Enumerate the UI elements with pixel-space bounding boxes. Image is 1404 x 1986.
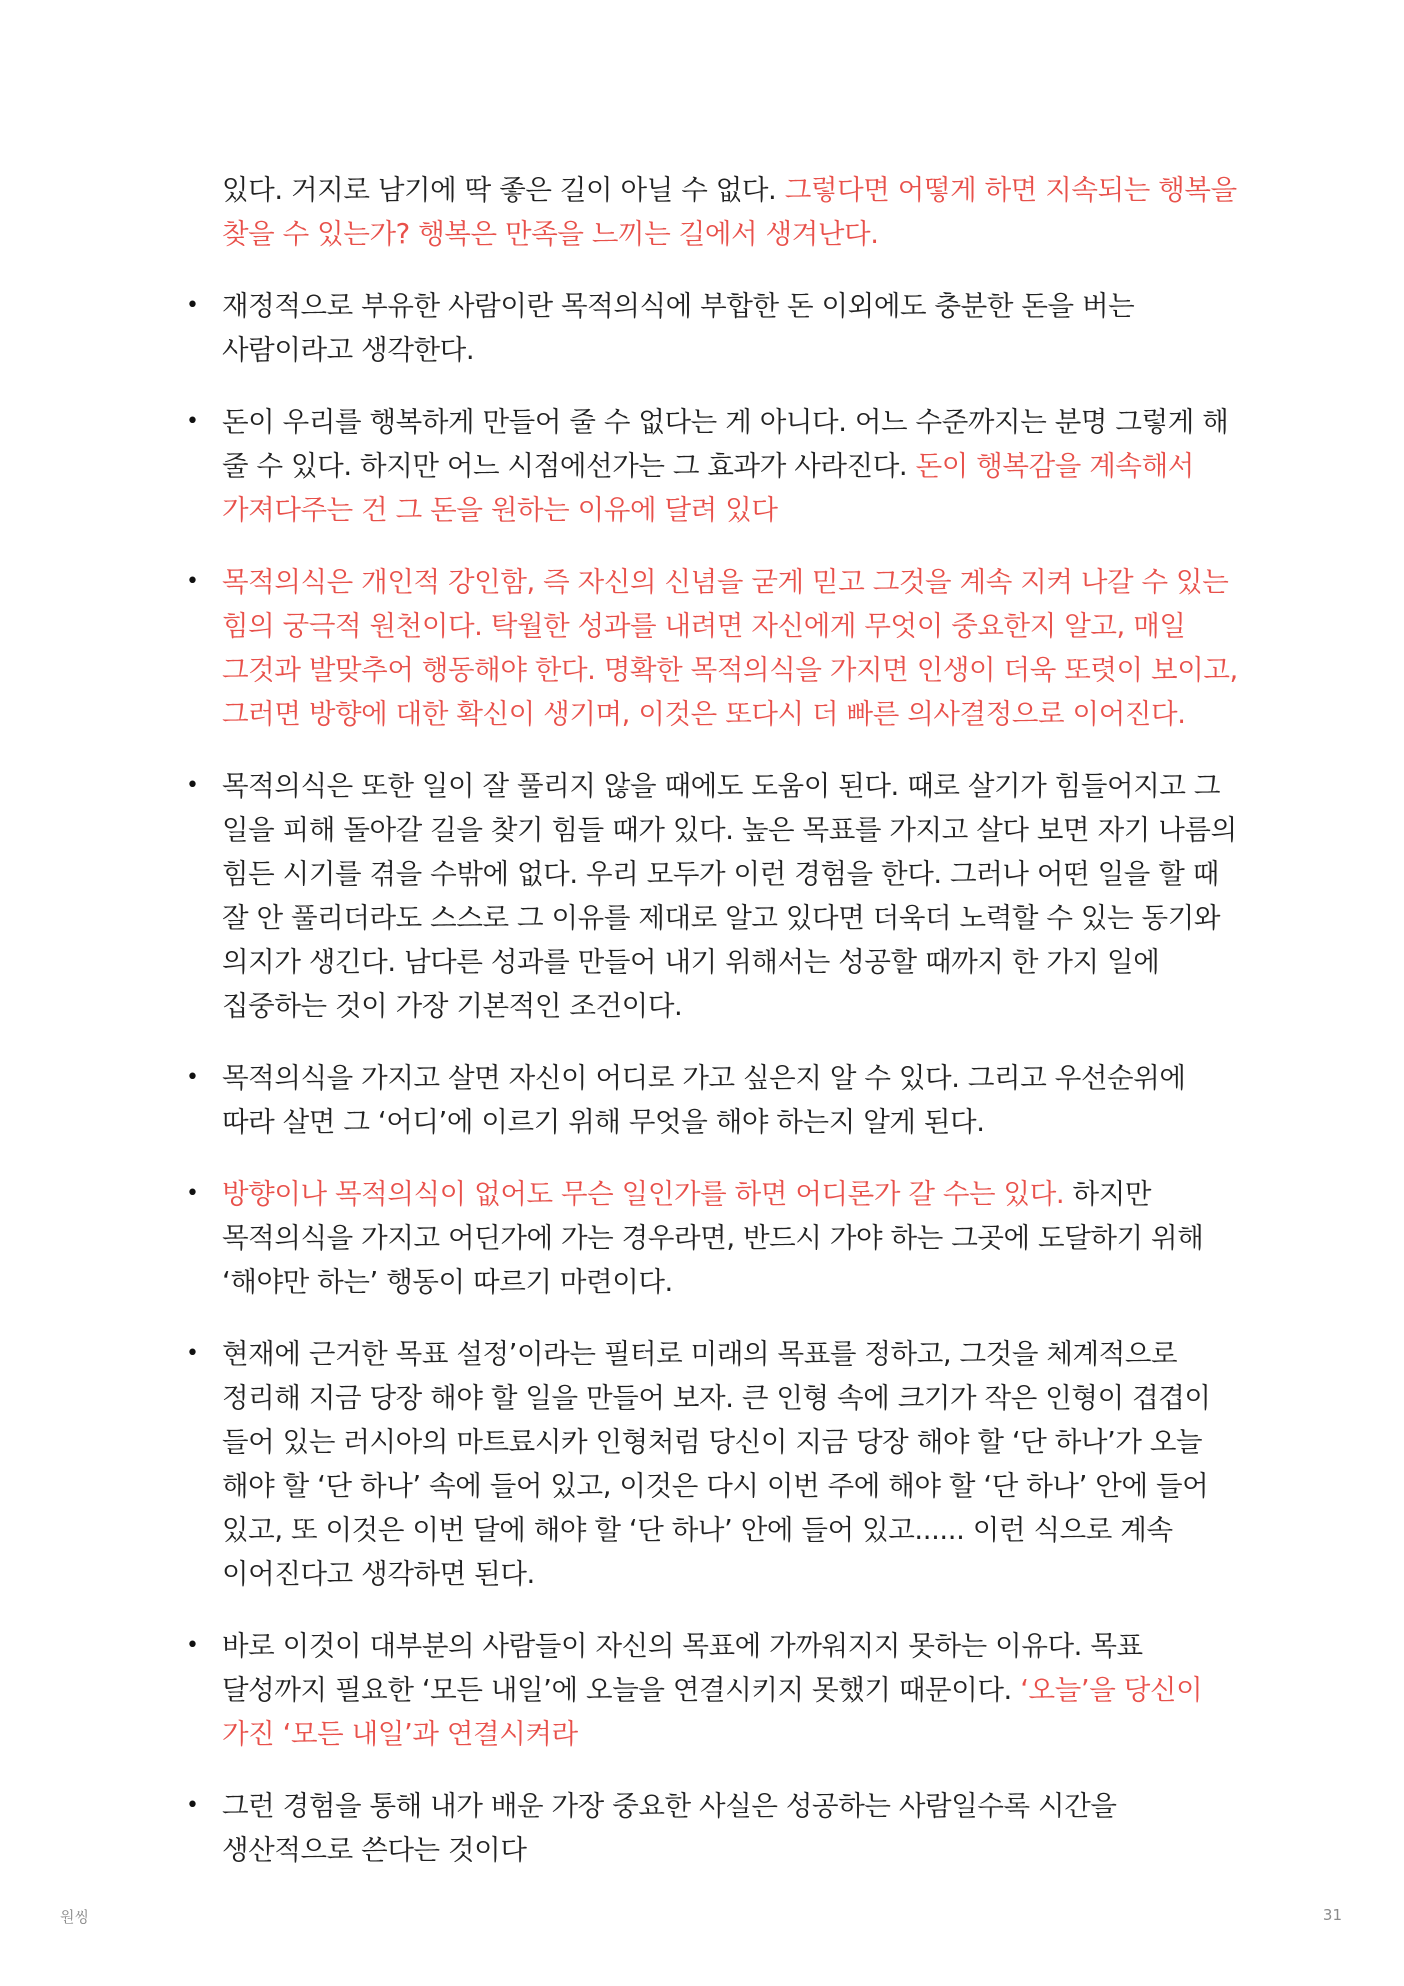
bullet-item xyxy=(0,1624,1242,1756)
bullet-item xyxy=(0,284,1242,372)
bullet-icon: • xyxy=(186,1341,199,1366)
bullet-item xyxy=(0,400,1242,532)
bullet-icon: • xyxy=(186,569,199,594)
body-paragraph xyxy=(0,168,1242,256)
bullet-icon: • xyxy=(186,409,199,434)
text-run: 목적의식은 또한 일이 잘 풀리지 않을 때에도 도움이 된다. 때로 살기가 힘들어지고 그 일을 피해 돌아갈 길을 찾기 힘들 때가 있다. 높은 목표를 가지고 살다 보면 자기 나름의 힘든 시기를 겪을 수밖에 없다. 우리 모두가 이런 경험을 한다. 그러나 어떤 일을 할 때 잘 안 풀리더라도 스스로 그 이유를 제대로 알고 있다면 더욱더 노력할 수 있는 동기와 의지가 생긴다. 남다른 성과를 만들어 내기 위해서는 성공할 때까지 한 가지 일에 집중하는 것이 가장 기본적인 조건이다. xyxy=(222,770,1237,1022)
footer-page-number: 31 xyxy=(1322,1906,1342,1924)
bullet-item xyxy=(0,764,1242,1028)
footer-book-title: 원씽 xyxy=(60,1908,89,1926)
highlighted-text: 방향이나 목적의식이 없어도 무슨 일인가를 하면 어디론가 갈 수는 있다. xyxy=(222,1178,1073,1210)
text-run: 현재에 근거한 목표 설정’이라는 필터로 미래의 목표를 정하고, 그것을 체계적으로 정리해 지금 당장 해야 할 일을 만들어 보자. 큰 인형 속에 크기가 작은 인형이 겹겹이 들어 있는 러시아의 마트료시카 인형처럼 당신이 지금 당장 해야 할 ‘단 하나’가 오늘 해야 할 ‘단 하나’ 속에 들어 있고, 이것은 다시 이번 주에 해야 할 ‘단 하나’ 안에 들어 있고, 또 이것은 이번 달에 해야 할 ‘단 하나’ 안에 들어 있고...... 이런 식으로 계속 이어진다고 생각하면 된다. xyxy=(222,1338,1211,1590)
text-run: 재정적으로 부유한 사람이란 목적의식에 부합한 돈 이외에도 충분한 돈을 버는 사람이라고 생각한다. xyxy=(222,290,1135,366)
bullet-icon: • xyxy=(186,1793,199,1818)
bullet-item xyxy=(0,1332,1242,1596)
bullet-item xyxy=(0,1172,1242,1304)
page-content xyxy=(0,168,1404,1900)
bullet-item xyxy=(0,1056,1242,1144)
bullet-icon: • xyxy=(186,293,199,318)
bullet-icon: • xyxy=(186,1181,199,1206)
bullet-icon: • xyxy=(186,773,199,798)
bullet-icon: • xyxy=(186,1633,199,1658)
bullet-icon: • xyxy=(186,1065,199,1090)
bullet-item xyxy=(0,560,1242,736)
text-run: 있다. 거지로 남기에 딱 좋은 길이 아닐 수 없다. xyxy=(222,174,785,206)
highlighted-text: 목적의식은 개인적 강인함, 즉 자신의 신념을 굳게 믿고 그것을 계속 지켜 나갈 수 있는 힘의 궁극적 원천이다. 탁월한 성과를 내려면 자신에게 무엇이 중요한지 알고, 매일 그것과 발맞추어 행동해야 한다. 명확한 목적의식을 가지면 인생이 더욱 또렷이 보이고, 그러면 방향에 대한 확신이 생기며, 이것은 또다시 더 빠른 의사결정으로 이어진다. xyxy=(222,566,1238,730)
highlighted-text: 돈이 행복감을 계속해서 가져다주는 건 그 돈을 원하는 이유에 달려 있다 xyxy=(222,450,1194,526)
highlighted-text: ‘오늘’을 당신이 가진 ‘모든 내일’과 연결시켜라 xyxy=(222,1674,1203,1750)
text-run: 바로 이것이 대부분의 사람들이 자신의 목표에 가까워지지 못하는 이유다. 목표 달성까지 필요한 ‘모든 내일’에 오늘을 연결시키지 못했기 때문이다. xyxy=(222,1630,1143,1706)
text-run: 돈이 우리를 행복하게 만들어 줄 수 없다는 게 아니다. 어느 수준까지는 분명 그렇게 해 줄 수 있다. 하지만 어느 시점에선가는 그 효과가 사라진다. xyxy=(222,406,1229,482)
text-run: 하지만 목적의식을 가지고 어딘가에 가는 경우라면, 반드시 가야 하는 그곳에 도달하기 위해 ‘해야만 하는’ 행동이 따르기 마련이다. xyxy=(222,1178,1204,1298)
text-run: 목적의식을 가지고 살면 자신이 어디로 가고 싶은지 알 수 있다. 그리고 우선순위에 따라 살면 그 ‘어디’에 이르기 위해 무엇을 해야 하는지 알게 된다. xyxy=(222,1062,1186,1138)
highlighted-text: 그렇다면 어떻게 하면 지속되는 행복을 찾을 수 있는가? 행복은 만족을 느끼는 길에서 생겨난다. xyxy=(222,174,1237,250)
bullet-item xyxy=(0,1784,1242,1872)
text-run: 그런 경험을 통해 내가 배운 가장 중요한 사실은 성공하는 사람일수록 시간을 생산적으로 쓴다는 것이다 xyxy=(222,1790,1117,1866)
